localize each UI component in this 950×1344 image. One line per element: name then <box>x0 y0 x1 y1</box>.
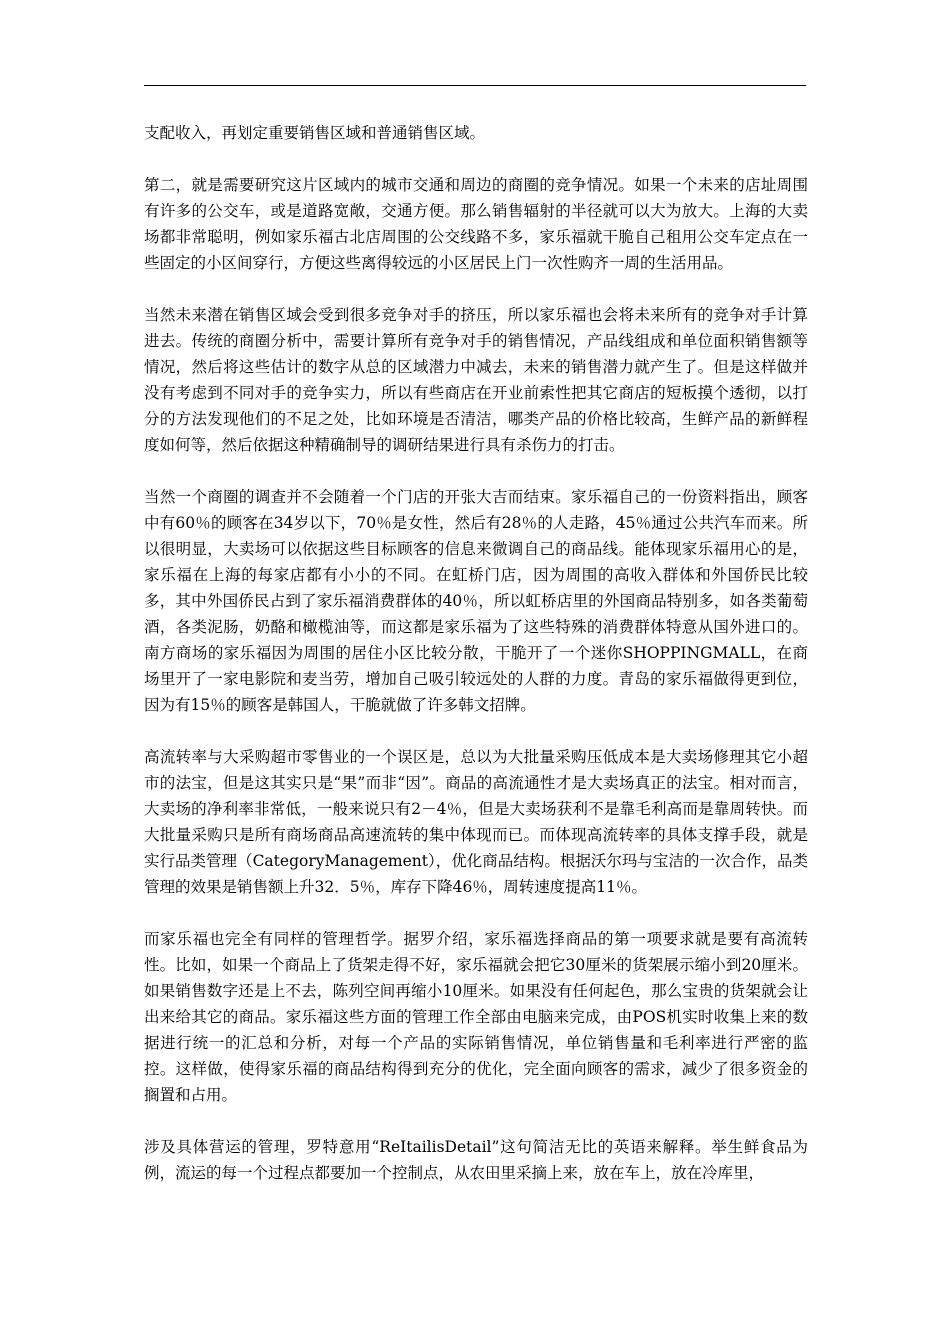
paragraph-6: 而家乐福也完全有同样的管理哲学。据罗介绍，家乐福选择商品的第一项要求就是要有高流转性。比如，如果一个商品上了货架走得不好，家乐福就会把它30厘米的货架展示缩小到20厘米。如果销售数字还是上不去，陈列空间再缩小10厘米。如果没有任何起色，那么宝贵的货架就会让出来给其它的商品。家乐福这些方面的管理工作全部由电脑来完成，由POS机实时收集上来的数据进行统一的汇总和分析，对每一个产品的实际销售情况，单位销售量和毛利率进行严密的监控。这样做，使得家乐福的商品结构得到充分的优化，完全面向顾客的需求，减少了很多资金的搁置和占用。 <box>144 930 808 1104</box>
document-body <box>144 120 808 1212</box>
paragraph-2: 第二，就是需要研究这片区域内的城市交通和周边的商圈的竞争情况。如果一个未来的店址周围有许多的公交车，或是道路宽敞，交通方便。那么销售辐射的半径就可以大为放大。上海的大卖场都非常聪明，例如家乐福古北店周围的公交线路不多，家乐福就干脆自己租用公交车定点在一些固定的小区间穿行，方便这些离得较远的小区居民上门一次性购齐一周的生活用品。 <box>144 176 808 272</box>
paragraph-4: 当然一个商圈的调查并不会随着一个门店的开张大吉而结束。家乐福自己的一份资料指出，顾客中有60％的顾客在34岁以下，70％是女性，然后有28％的人走路，45％通过公共汽车而来。所以很明显，大卖场可以依据这些目标顾客的信息来微调自己的商品线。能体现家乐福用心的是，家乐福在上海的每家店都有小小的不同。在虹桥门店，因为周围的高收入群体和外国侨民比较多，其中外国侨民占到了家乐福消费群体的40％，所以虹桥店里的外国商品特别多，如各类葡萄酒，各类泥肠，奶酪和橄榄油等，而这都是家乐福为了这些特殊的消费群体特意从国外进口的。南方商场的家乐福因为周围的居住小区比较分散，干脆开了一个迷你SHOPPINGMALL，在商场里开了一家电影院和麦当劳，增加自己吸引较远处的人群的力度。青岛的家乐福做得更到位，因为有15％的顾客是韩国人，干脆就做了许多韩文招牌。 <box>144 488 808 714</box>
paragraph-3: 当然未来潜在销售区域会受到很多竞争对手的挤压，所以家乐福也会将未来所有的竞争对手计算进去。传统的商圈分析中，需要计算所有竞争对手的销售情况，产品线组成和单位面积销售额等情况，然后将这些估计的数字从总的区域潜力中减去，未来的销售潜力就产生了。但是这样做并没有考虑到不同对手的竞争实力，所以有些商店在开业前索性把其它商店的短板摸个透彻，以打分的方法发现他们的不足之处，比如环境是否清洁，哪类产品的价格比较高，生鲜产品的新鲜程度如何等，然后依据这种精确制导的调研结果进行具有杀伤力的打击。 <box>144 306 808 454</box>
paragraph-1: 支配收入，再划定重要销售区域和普通销售区域。 <box>144 124 486 142</box>
header-rule <box>144 85 806 86</box>
paragraph-5: 高流转率与大采购超市零售业的一个误区是，总以为大批量采购压低成本是大卖场修理其它小超市的法宝，但是这其实只是“果”而非“因”。商品的高流通性才是大卖场真正的法宝。相对而言，大卖场的净利率非常低，一般来说只有2－4％，但是大卖场获利不是靠毛利高而是靠周转快。而大批量采购只是所有商场商品高速流转的集中体现而已。而体现高流转率的具体支撑手段，就是实行品类管理（CategoryManagement），优化商品结构。根据沃尔玛与宝洁的一次合作，品类管理的效果是销售额上升32．5％，库存下降46％，周转速度提高11％。 <box>144 748 808 896</box>
paragraph-7: 涉及具体营运的管理，罗特意用“ReItailisDetail”这句简洁无比的英语来解释。举生鲜食品为例，流运的每一个过程点都要加一个控制点，从农田里采摘上来，放在车上，放在冷库里， <box>144 1138 808 1182</box>
